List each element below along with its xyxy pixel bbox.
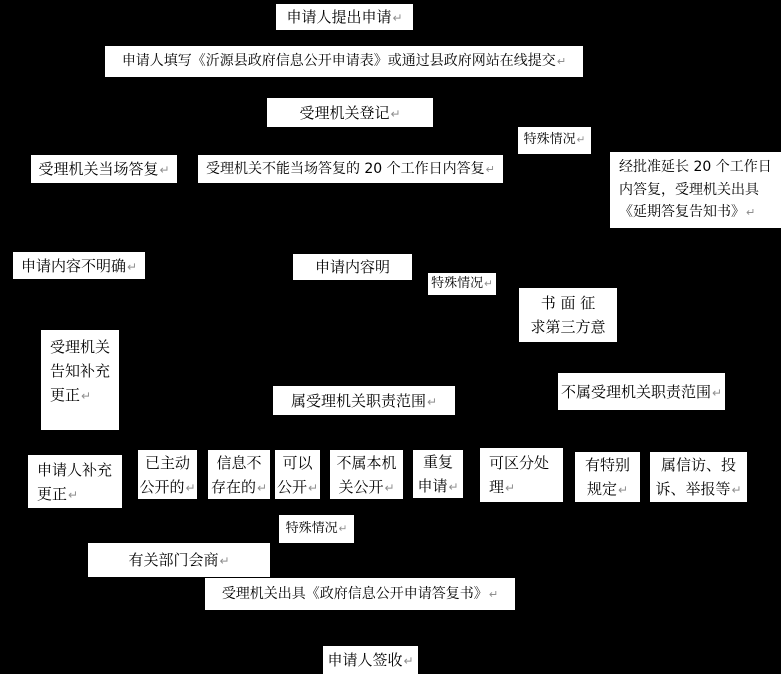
node-text-line: 求第三方意 [530, 318, 606, 336]
node-text-line: 存在的↵ [210, 477, 268, 496]
paragraph-return-icon: ↵ [576, 134, 586, 147]
paragraph-return-icon: ↵ [159, 163, 170, 177]
flow-node-petition-complaint-report [650, 452, 747, 502]
node-text-line: 申请↵ [417, 477, 459, 495]
flow-node-outside-authority-scope [558, 373, 725, 410]
flow-node-applicant-fills-form [105, 46, 583, 77]
paragraph-return-icon: ↵ [556, 55, 567, 69]
node-text-line: 特殊情况↵ [431, 275, 493, 291]
node-text-line: 特殊情况↵ [523, 132, 586, 148]
node-text-line: 可以 [282, 453, 313, 472]
flow-node-special-case-2 [428, 273, 496, 295]
node-text-line: 经批准延长 20 个工作日 [619, 159, 772, 176]
node-text-line: 信息不 [216, 453, 262, 472]
node-text-line: 申请内容明 [314, 258, 390, 276]
node-text-line: 《延期答复告知书》↵ [619, 204, 756, 221]
node-text-line: 受理机关不能当场答复的 20 个工作日内答复↵ [205, 160, 496, 177]
node-text-line: 申请人补充 [37, 460, 113, 479]
paragraph-return-icon: ↵ [746, 206, 756, 220]
flow-node-written-third-party-opinion [519, 288, 617, 342]
flow-node-special-case-1 [518, 127, 591, 154]
paragraph-return-icon: ↵ [731, 483, 742, 497]
flow-node-separable-handling [480, 448, 563, 502]
flow-node-applicant-signs-receipt [323, 646, 418, 674]
paragraph-return-icon: ↵ [307, 480, 319, 495]
node-text-line: 公开↵ [276, 477, 319, 496]
flow-node-reply-within-20-workdays [198, 155, 503, 183]
node-text-line: 受理机关出具《政府信息公开申请答复书》↵ [221, 585, 499, 602]
flow-node-approved-extension-reply [610, 152, 781, 228]
node-text-line: 申请人填写《沂源县政府信息公开申请表》或通过县政府网站在线提交↵ [121, 53, 567, 70]
paragraph-return-icon: ↵ [81, 389, 92, 403]
node-text-line: 属信访、投 [660, 456, 736, 474]
flow-node-special-provisions [575, 452, 640, 502]
paragraph-return-icon: ↵ [392, 11, 403, 25]
flow-node-authority-issues-reply-letter [205, 578, 515, 610]
flow-node-relevant-departments-consultation [88, 543, 270, 577]
paragraph-return-icon: ↵ [68, 487, 79, 502]
flow-node-applicant-supplements-correction [28, 455, 122, 508]
flow-node-repeated-application [413, 450, 463, 498]
paragraph-return-icon: ↵ [426, 394, 438, 409]
flow-node-special-case-3 [279, 515, 354, 543]
node-text-line: 规定↵ [586, 480, 629, 498]
flow-node-not-this-authority-disclosure [330, 450, 403, 499]
flow-node-authority-notifies-supplement-correction [41, 330, 119, 430]
node-text-line: 申请内容不明确↵ [20, 256, 138, 275]
node-text-line: 可区分处 [489, 454, 550, 472]
node-text-line: 申请人签收↵ [327, 651, 414, 669]
flow-node-applicant-submits-application [276, 4, 413, 30]
node-text-line: 有关部门会商↵ [128, 551, 230, 569]
flow-node-application-content-clear [293, 254, 412, 280]
paragraph-return-icon: ↵ [617, 483, 629, 497]
node-text-line: 受理机关登记↵ [299, 103, 401, 122]
node-text-line: 申请人提出申请↵ [286, 8, 403, 26]
node-text-line: 受理机关当场答复↵ [38, 160, 170, 178]
paragraph-return-icon: ↵ [338, 522, 348, 535]
paragraph-return-icon: ↵ [448, 480, 459, 494]
node-text-line: 书 面 征 [540, 294, 596, 312]
node-text-line: 公开的↵ [139, 477, 196, 496]
flow-node-on-spot-reply [31, 155, 177, 183]
flow-node-accepting-authority-registration [267, 98, 433, 127]
flow-node-within-authority-scope [273, 386, 455, 415]
node-text-line: 诉、举报等↵ [655, 480, 742, 498]
paragraph-return-icon: ↵ [390, 106, 401, 121]
paragraph-return-icon: ↵ [505, 481, 516, 495]
node-text-line: 关公开↵ [338, 477, 395, 496]
paragraph-return-icon: ↵ [485, 162, 496, 176]
paragraph-return-icon: ↵ [711, 385, 723, 400]
paragraph-return-icon: ↵ [219, 554, 230, 568]
node-text-line: 特殊情况↵ [285, 520, 348, 536]
flow-node-already-proactively-disclosed [138, 450, 197, 499]
node-text-line: 更正↵ [37, 484, 79, 503]
paragraph-return-icon: ↵ [403, 654, 414, 668]
node-text-line: 属受理机关职责范围↵ [290, 391, 438, 410]
node-text-line: 不属本机 [336, 453, 397, 472]
paragraph-return-icon: ↵ [384, 480, 395, 495]
flow-node-application-content-unclear [13, 252, 145, 279]
node-text-line: 重复 [422, 453, 453, 471]
paragraph-return-icon: ↵ [185, 480, 196, 495]
node-text-line: 内答复，受理机关出具 [619, 181, 759, 198]
paragraph-return-icon: ↵ [256, 480, 268, 495]
paragraph-return-icon: ↵ [488, 587, 499, 601]
node-text-line: 已主动 [144, 453, 190, 472]
node-text-line: 理↵ [489, 478, 516, 496]
node-text-line: 更正↵ [50, 386, 92, 404]
paragraph-return-icon: ↵ [126, 259, 138, 274]
node-text-line: 受理机关 [50, 338, 111, 356]
flow-node-information-not-exist [208, 450, 270, 499]
node-text-line: 不属受理机关职责范围↵ [560, 382, 723, 401]
node-text-line: 告知补充 [50, 362, 111, 380]
flow-node-can-disclose [275, 450, 320, 499]
paragraph-return-icon: ↵ [484, 277, 493, 290]
node-text-line: 有特别 [584, 456, 630, 474]
